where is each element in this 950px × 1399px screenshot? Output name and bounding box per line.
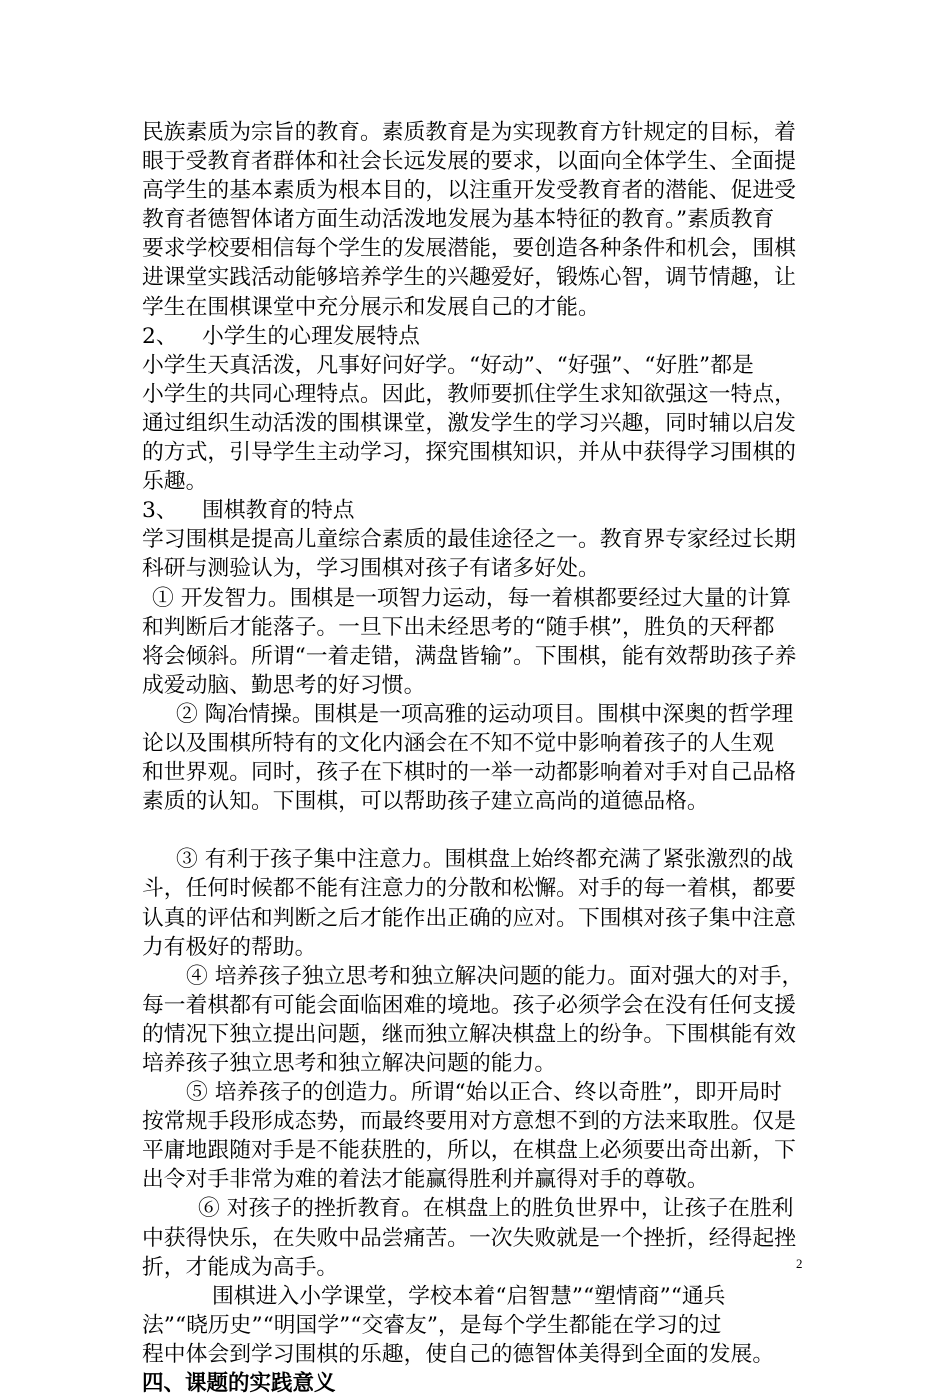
text-line: 学生在围棋课堂中充分展示和发展自己的才能。 xyxy=(142,294,600,320)
text-line: 出令对手非常为难的着法才能赢得胜利并赢得对手的尊敬。 xyxy=(142,1167,709,1193)
text-line: 折，才能成为高手。 xyxy=(142,1254,339,1280)
list-item-2 xyxy=(142,700,810,816)
text-line: ① 开发智力。围棋是一项智力运动，每一着棋都要经过大量的计算 xyxy=(152,585,792,611)
text-line: 科研与测验认为，学习围棋对孩子有诸多好处。 xyxy=(142,556,600,582)
list-item-6 xyxy=(142,1194,810,1281)
text-line: 论以及围棋所特有的文化内涵会在不知不觉中影响着孩子的人生观 xyxy=(142,730,775,756)
subheading-number: 3、 xyxy=(142,498,178,524)
list-item-4 xyxy=(142,962,810,1078)
text-line: 进课堂实践活动能够培养学生的兴趣爱好，锻炼心智，调节情趣，让 xyxy=(142,265,796,291)
paragraph-go-education xyxy=(142,525,810,583)
list-item-5 xyxy=(142,1078,810,1194)
page-number: 2 xyxy=(796,1256,803,1271)
text-line: 和判断后才能落子。一旦下出未经思考的“随手棋”，胜负的天秤都 xyxy=(142,614,775,640)
text-line: 每一着棋都有可能会面临困难的境地。孩子必须学会在没有任何支援 xyxy=(142,992,796,1018)
text-line: 围棋进入小学课堂，学校本着“启智慧”“塑情商”“通兵 xyxy=(212,1283,726,1309)
text-line: 法”“晓历史”“明国学”“交睿友”，是每个学生都能在学习的过 xyxy=(142,1312,722,1338)
section-heading: 四、课题的实践意义 xyxy=(142,1371,336,1397)
text-line: 认真的评估和判断之后才能作出正确的应对。下围棋对孩子集中注意 xyxy=(142,905,796,931)
paragraph-closing xyxy=(142,1282,810,1369)
blank-line xyxy=(142,816,810,845)
list-item-3 xyxy=(142,845,810,961)
text-line: 按常规手段形成态势，而最终要用对方意想不到的方法来取胜。仅是 xyxy=(142,1109,796,1135)
text-line: 中获得快乐，在失败中品尝痛苦。一次失败就是一个挫折，经得起挫 xyxy=(142,1225,796,1251)
subheading-2 xyxy=(142,322,810,351)
paragraph-intro xyxy=(142,118,810,322)
text-line: 成爱动脑、勤思考的好习惯。 xyxy=(142,672,426,698)
subheading-3 xyxy=(142,496,810,525)
subheading-text: 围棋教育的特点 xyxy=(202,498,355,524)
text-line: 斗，任何时候都不能有注意力的分散和松懈。对手的每一着棋，都要 xyxy=(142,876,796,902)
text-line: 素质的认知。下围棋，可以帮助孩子建立高尚的道德品格。 xyxy=(142,789,709,815)
text-line: 的方式，引导学生主动学习，探究围棋知识，并从中获得学习围棋的 xyxy=(142,440,796,466)
text-line: ⑤ 培养孩子的创造力。所谓“始以正合、终以奇胜”，即开局时 xyxy=(186,1080,782,1106)
text-line: 高学生的基本素质为根本目的，以注重开发受教育者的潜能、促进受 xyxy=(142,178,796,204)
text-line: ③ 有利于孩子集中注意力。围棋盘上始终都充满了紧张激烈的战 xyxy=(176,847,794,873)
text-line: 小学生的共同心理特点。因此，教师要抓住学生求知欲强这一特点， xyxy=(142,381,796,407)
text-line: 眼于受教育者群体和社会长远发展的要求，以面向全体学生、全面提 xyxy=(142,149,796,175)
text-line: 民族素质为宗旨的教育。素质教育是为实现教育方针规定的目标，着 xyxy=(142,120,796,145)
text-line: 培养孩子独立思考和独立解决问题的能力。 xyxy=(142,1051,557,1076)
text-line: 乐趣。 xyxy=(142,469,208,495)
text-line: 教育者德智体诸方面生动活泼地发展为基本特征的教育。”素质教育 xyxy=(142,207,775,233)
text-line: 将会倾斜。所谓“一着走错，满盘皆输”。下围棋，能有效帮助孩子养 xyxy=(142,643,797,669)
page-content xyxy=(142,118,810,1399)
text-line: 和世界观。同时，孩子在下棋时的一举一动都影响着对手对自己品格 xyxy=(142,760,796,786)
list-item-1 xyxy=(142,584,810,700)
text-line: ② 陶冶情操。围棋是一项高雅的运动项目。围棋中深奥的哲学理 xyxy=(176,701,794,727)
paragraph-psychology xyxy=(142,351,810,496)
text-line: ⑥ 对孩子的挫折教育。在棋盘上的胜负世界中，让孩子在胜利 xyxy=(198,1196,794,1222)
subheading-text: 小学生的心理发展特点 xyxy=(202,323,420,349)
text-line: 的情况下独立提出问题，继而独立解决棋盘上的纷争。下围棋能有效 xyxy=(142,1021,796,1047)
text-line: 要求学校要相信每个学生的发展潜能，要创造各种条件和机会，围棋 xyxy=(142,236,796,262)
text-line: 通过组织生动活泼的围棋课堂，激发学生的学习兴趣，同时辅以启发 xyxy=(142,410,796,436)
text-line: 程中体会到学习围棋的乐趣，使自己的德智体美得到全面的发展。 xyxy=(142,1341,775,1367)
text-line: ④ 培养孩子独立思考和独立解决问题的能力。面对强大的对手， xyxy=(186,963,804,989)
text-line: 力有极好的帮助。 xyxy=(142,934,317,960)
text-line: 平庸地跟随对手是不能获胜的，所以，在棋盘上必须要出奇出新，下 xyxy=(142,1138,796,1164)
subheading-number: 2、 xyxy=(142,323,178,349)
text-line: 学习围棋是提高儿童综合素质的最佳途径之一。教育界专家经过长期 xyxy=(142,527,796,553)
text-line: 小学生天真活泼，凡事好问好学。“好动”、“好强”、“好胜”都是 xyxy=(142,352,754,378)
